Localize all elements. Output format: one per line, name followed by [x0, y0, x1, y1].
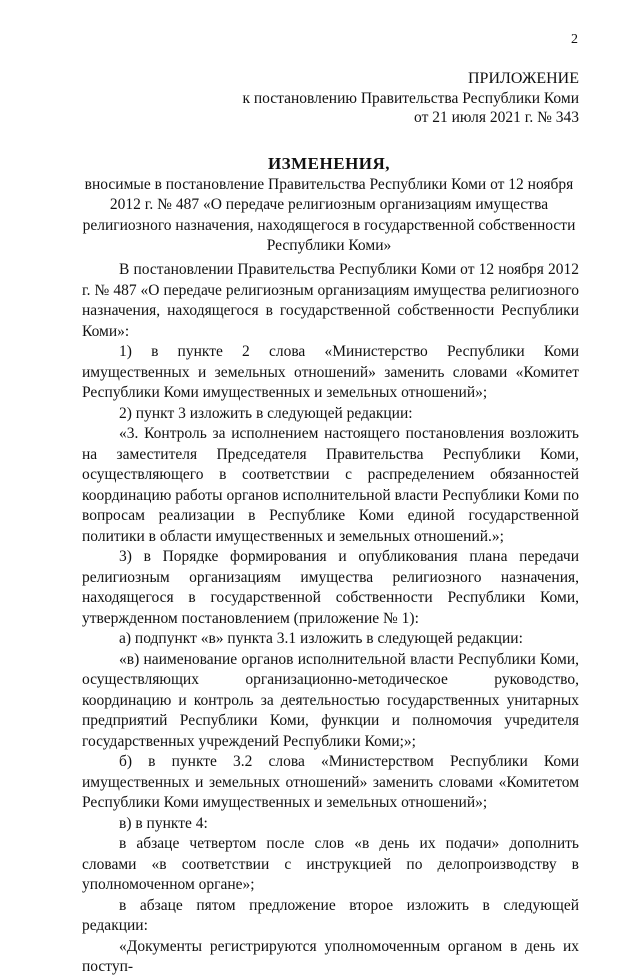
- paragraph-11: в абзаце пятом предложение второе изложить в следующей редакции:: [82, 896, 579, 934]
- paragraph-12: «Документы регистрируются уполномоченным органом в день их поступ-: [82, 937, 579, 975]
- paragraph-2: 1) в пункте 2 слова «Министерство Республики Коми имущественных и земельных отношений» заменить словами «Комитет Республики Коми имущественных и земельных отношений»;: [82, 343, 579, 401]
- appendix-title: ПРИЛОЖЕНИЕ: [467, 70, 579, 87]
- paragraph-1: В постановлении Правительства Республики Коми от 12 ноября 2012 г. № 487 «О передаче религиозным организациям имущества религиозного назначения, находящегося в государственной собственности Республики Коми»:: [82, 261, 579, 340]
- heading-title: ИЗМЕНЕНИЯ,: [267, 154, 391, 173]
- paragraph-8: б) в пункте 3.2 слова «Министерством Республики Коми имущественных и земельных отношений» заменить словами «Комитетом Республики Коми имущественных и земельных отношений»;: [82, 753, 579, 811]
- paragraph-7: «в) наименование органов исполнительной власти Республики Коми, осуществляющих организационно-методическое руководство, координацию и контроль за деятельностью государственных унитарных предприятий Республики Коми, функции и полномочия учредителя государственных учреждений Республики Коми;»;: [82, 650, 579, 750]
- paragraph-5: 3) в Порядке формирования и опубликования плана передачи религиозным организациям имущества религиозного назначения, находящегося в государственной собственности Республики Коми, утвержденном постановлением (приложение № 1):: [82, 548, 579, 627]
- appendix-line-1: к постановлению Правительства Республики Коми: [242, 89, 579, 107]
- appendix-line-2: от 21 июля 2021 г. № 343: [414, 109, 579, 126]
- paragraph-6: а) подпункт «в» пункта 3.1 изложить в следующей редакции:: [119, 630, 523, 647]
- paragraph-4: «3. Контроль за исполнением настоящего постановления возложить на заместителя Председателя Правительства Республики Коми, осуществляющего в соответствии с распределением обязанностей координацию работы органов исполнительной власти Республики Коми по вопросам реализации в Республике Коми единой государственной политики в области имущественных и земельных отношений.»;: [82, 425, 579, 545]
- heading-subtitle: вносимые в постановление Правительства Республики Коми от 12 ноября 2012 г. № 487 «О передаче религиозным организациям имущества религиозного назначения, находящегося в государственной собственности Республики Коми»: [82, 175, 576, 254]
- document-heading: [82, 154, 576, 257]
- document-body: [82, 260, 579, 978]
- page-number: 2: [571, 32, 578, 47]
- paragraph-10: в абзаце четвертом после слов «в день их подачи» дополнить словами «в соответствии с инструкцией по делопроизводству в уполномоченном органе»;: [82, 835, 579, 893]
- paragraph-9: в) в пункте 4:: [119, 814, 208, 832]
- appendix-header: [242, 69, 579, 128]
- paragraph-3: 2) пункт 3 изложить в следующей редакции:: [119, 404, 413, 422]
